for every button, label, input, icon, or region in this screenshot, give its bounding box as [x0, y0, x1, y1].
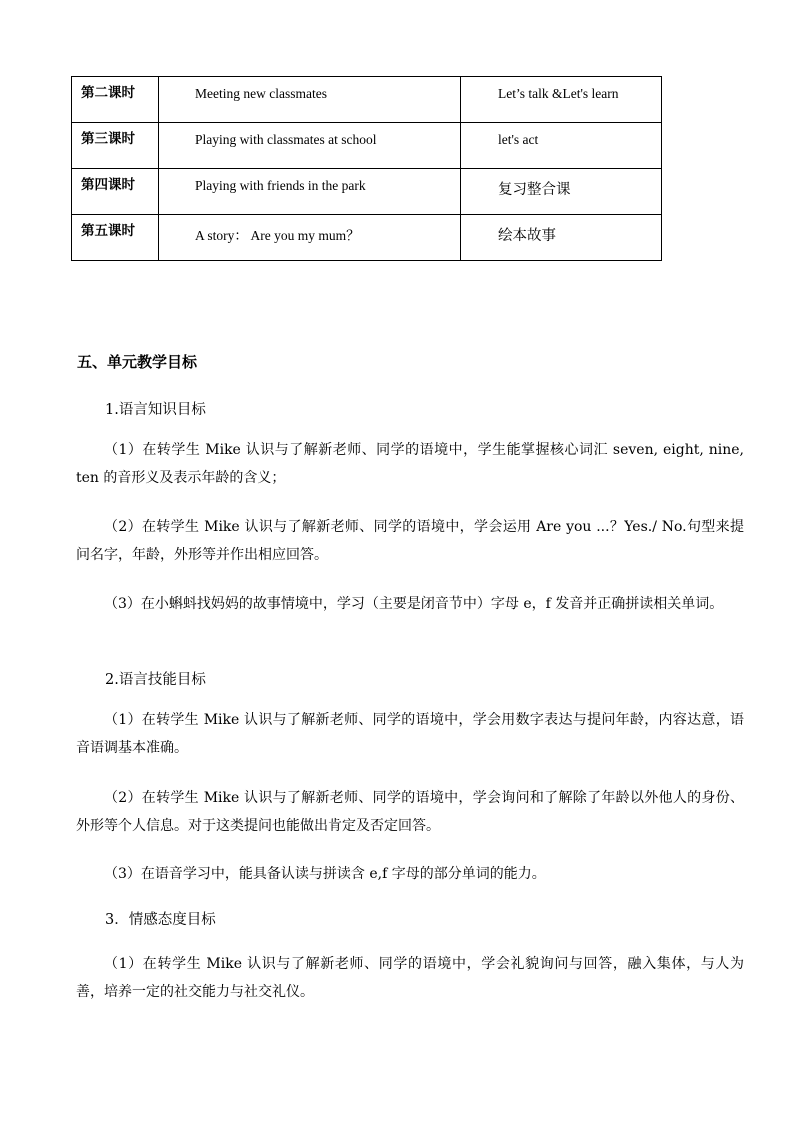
goal1-item-1: （1）在转学生 Mike 认识与了解新老师、同学的语境中，学生能掌握核心词汇 seven, eight, nine, ten 的音形义及表示年龄的含义； [76, 442, 744, 486]
goal2-heading: 2.语言技能目标 [105, 672, 206, 688]
goal2-item-3: （3）在语音学习中，能具备认读与拼读含 e,f 字母的部分单词的能力。 [104, 866, 546, 882]
goal2-item-1: （1）在转学生 Mike 认识与了解新老师、同学的语境中，学会用数字表达与提问年龄，内容达意，语音语调基本准确。 [76, 712, 744, 756]
goal1-item-3: （3）在小蝌蚪找妈妈的故事情境中，学习（主要是闭音节中）字母 e，f 发音并正确拼读相关单词。 [104, 596, 724, 612]
period-cell: 第四课时 [72, 169, 159, 215]
content-cell: let's act [461, 123, 662, 169]
goal2-item-2: （2）在转学生 Mike 认识与了解新老师、同学的语境中，学会询问和了解除了年龄以外他人的身份、外形等个人信息。对于这类提问也能做出肯定及否定回答。 [76, 790, 744, 834]
topic-cell: Meeting new classmates [159, 77, 461, 123]
topic-cell: A story： Are you my mum？ [159, 215, 461, 261]
topic-cell: Playing with friends in the park [159, 169, 461, 215]
goal3-item-1: （1）在转学生 Mike 认识与了解新老师、同学的语境中，学会礼貌询问与回答，融入集体，与人为善，培养一定的社交能力与社交礼仪。 [76, 956, 744, 1000]
period-cell: 第二课时 [72, 77, 159, 123]
goal1-heading: 1.语言知识目标 [105, 402, 206, 418]
content-cell: 复习整合课 [461, 169, 662, 215]
period-cell: 第三课时 [72, 123, 159, 169]
topic-cell: Playing with classmates at school [159, 123, 461, 169]
content-cell: 绘本故事 [461, 215, 662, 261]
goal1-item-2: （2）在转学生 Mike 认识与了解新老师、同学的语境中，学会运用 Are you ...？Yes./ No.句型来提问名字，年龄，外形等并作出相应回答。 [76, 519, 744, 563]
table-row [72, 215, 662, 261]
table-row [72, 77, 662, 123]
lesson-schedule-table [71, 76, 662, 261]
section-title: 五、单元教学目标 [77, 353, 198, 371]
table-row [72, 169, 662, 215]
content-cell: Let’s talk &Let's learn [461, 77, 662, 123]
table-row [72, 123, 662, 169]
goal3-heading: 3．情感态度目标 [105, 912, 216, 928]
period-cell: 第五课时 [72, 215, 159, 261]
